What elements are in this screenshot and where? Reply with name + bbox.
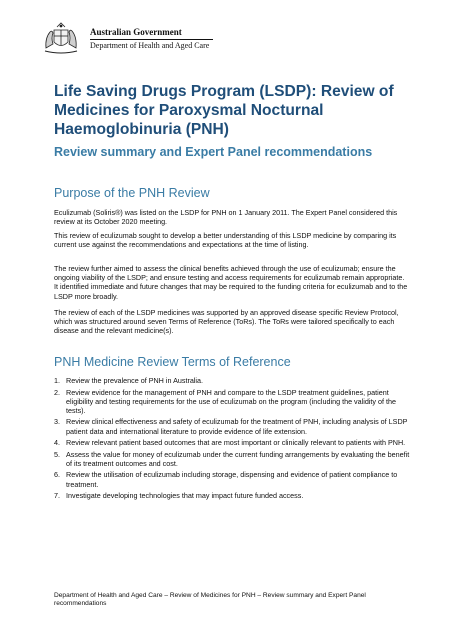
item-number: 5. bbox=[54, 449, 60, 459]
list-item bbox=[54, 470, 410, 488]
list-item bbox=[54, 376, 410, 385]
terms-of-reference-list bbox=[54, 376, 410, 503]
item-number: 6. bbox=[54, 470, 60, 480]
item-text: Investigate developing technologies that may impact future funded access. bbox=[66, 491, 304, 501]
item-text: Review relevant patient based outcomes that are most important or clinically relevant to patients with PNH. bbox=[66, 438, 406, 448]
purpose-paragraph: Eculizumab (Soliris®) was listed on the LSDP for PNH on 1 January 2011. The Expert Panel considered this review at its October 2020 meeting. bbox=[54, 208, 398, 227]
item-text: Review the prevalence of PNH in Australia. bbox=[66, 376, 204, 385]
item-number: 3. bbox=[54, 417, 60, 427]
item-text: Review clinical effectiveness and safety of eculizumab for the treatment of PNH, including analysis of LSDP patient data and international literature to provide evidence of life extension. bbox=[66, 417, 408, 436]
item-number: 1. bbox=[54, 376, 60, 385]
government-name: Australian Government bbox=[90, 27, 182, 37]
item-text: Review evidence for the management of PNH and compare to the LSDP treatment guidelines, patient eligibility and testing requirements for the use of eculizumab on the program (including the validity of the tests). bbox=[66, 387, 397, 415]
purpose-paragraph: The review of each of the LSDP medicines was supported by an approved disease specific Review Protocol, which was structured around seven Terms of Reference (ToRs). The ToRs were tailored specifically to each disease and the relevant medicine(s). bbox=[54, 308, 399, 336]
list-item bbox=[54, 388, 410, 416]
terms-heading: PNH Medicine Review Terms of Reference bbox=[54, 355, 291, 369]
purpose-paragraph: The review further aimed to assess the clinical benefits achieved through the use of eculizumab; ensure the ongoing viability of the LSDP; and ensure testing and access requirements for eculizumab remain appropriate. It identified immediate and future changes that may be required to the funding criteria for eculizumab and to the LSDP more broadly. bbox=[54, 264, 408, 301]
purpose-paragraph: This review of eculizumab sought to develop a better understanding of this LSDP medicine by comparing its current use against the recommendations and expectations at the time of listing. bbox=[54, 231, 397, 250]
list-item bbox=[54, 417, 410, 435]
coat-of-arms-icon bbox=[40, 22, 82, 56]
item-number: 7. bbox=[54, 491, 60, 501]
department-name: Department of Health and Aged Care bbox=[90, 39, 213, 50]
document-subtitle: Review summary and Expert Panel recommendations bbox=[54, 145, 373, 159]
list-item bbox=[54, 491, 410, 500]
purpose-heading: Purpose of the PNH Review bbox=[54, 186, 210, 200]
item-number: 2. bbox=[54, 387, 60, 397]
list-item bbox=[54, 450, 410, 468]
list-item bbox=[54, 438, 410, 447]
agency-block bbox=[90, 28, 213, 50]
document-title: Life Saving Drugs Program (LSDP): Review of Medicines for Paroxysmal Nocturnal Haemoglobinuria (PNH) bbox=[54, 83, 394, 138]
item-text: Assess the value for money of eculizumab under the current funding arrangements by evaluating the benefit of its treatment outcomes and cost. bbox=[66, 449, 410, 468]
page-footer: Department of Health and Aged Care – Review of Medicines for PNH – Review summary and Expert Panel recommendations bbox=[54, 592, 366, 608]
item-number: 4. bbox=[54, 438, 60, 448]
government-header bbox=[40, 21, 213, 57]
item-text: Review the utilisation of eculizumab including storage, dispensing and evidence of patient compliance to treatment. bbox=[66, 470, 398, 489]
